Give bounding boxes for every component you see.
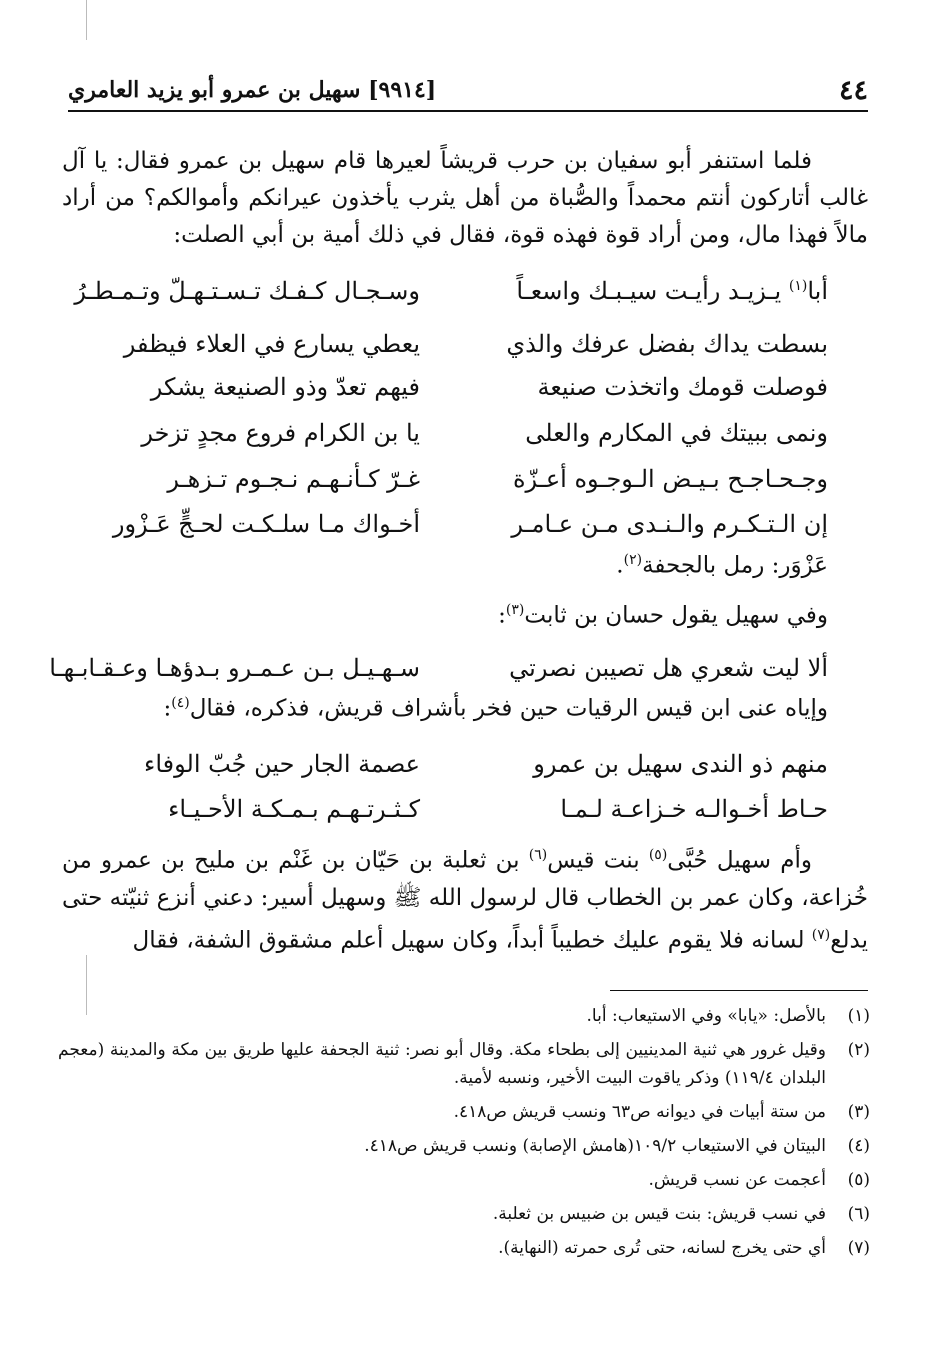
poem-verse [90,410,828,456]
footnote [58,1098,870,1126]
footnote-text: في نسب قريش: بنت قيس بن ضبيس بن ثعلبة. [492,1204,826,1224]
verse-second-hemistich: يعطي يسارع في العلاء فيظفر [123,330,420,358]
poem-verse [90,364,828,410]
footnote-text: بالأصل: «يابا» وفي الاستيعاب: أبا. [586,1006,826,1026]
footnote-text: أعجمت عن نسب قريش. [648,1170,826,1190]
footnote [58,1234,870,1262]
verse-first-hemistich: أبا$^{(١)}$ يـزيـد رأيـت سيـبـك واسعـاً [516,277,828,305]
footnote-ref[interactable]: (١) [788,278,808,294]
verse-second-hemistich: أخـواك مـا سلـكـت لحـجٍّ عَـزْور [112,510,420,538]
page-header [68,70,868,112]
verse-first-hemistich: وجـحـاجـح بـيـض الـوجـوه أعـزّة [512,465,828,493]
verse-first-hemistich: إن الـتـكـرم والـنـدى مـن عـامـر [511,510,828,538]
footnote-ref[interactable]: (٣) [505,602,525,618]
footnote-number: (٥) [847,1170,870,1190]
intro-paragraph: فلما استنفر أبو سفيان بن حرب قريشاً لعيرها قام سهيل بن عمرو فقال: يا آل غالب أتاركون أنتم محمداً والصُّباة من أهل يثرب يأخذون عيرانكم وأموالكم؟ من أراد مالاً فهذا مال، ومن أراد قوة فهذه قوة، فقال في ذلك أمية بن أبي الصلت: [62,148,868,248]
poem-verse [90,786,828,832]
footnote-text: من ستة أبيات في ديوانه ص٦٣ ونسب قريش ص٤١٨. [453,1102,826,1122]
verse-first-hemistich: حـاط أخـوالـه خـزاعـة لـمـا [560,795,828,823]
poem-verse [49,645,828,691]
azwar-gloss: عَزْوَر: رمل بالجحفة$^{(٢)}$. [616,552,828,579]
footnote-number: (٤) [847,1136,870,1156]
ibn-qays-intro: وإياه عنى ابن قيس الرقيات حين فخر بأشراف قريش، فذكره، فقال$^{(٤)}$: [163,695,828,722]
footnote [58,1166,870,1194]
poem-verse [90,321,828,367]
footnote-number: (٦) [847,1204,870,1224]
poem-verse [90,741,828,787]
footnote-text: أي حتى يخرج لسانه، حتى تُرى حمرته (النهاية). [498,1238,826,1258]
page-number: ٤٤ [838,74,868,106]
footnote-ref[interactable]: (٢) [623,552,643,568]
verse-second-hemistich: فيهم تعدّ وذو الصنيعة يشكر [150,373,420,401]
footnote-separator [610,990,868,991]
verse-second-hemistich: عصمة الجار حين جُبّ الوفاء [144,750,420,778]
verse-second-hemistich: غـرّ كـأنـهـم نـجـوم تـزهـر [167,465,420,493]
footnote-number: (٧) [847,1238,870,1258]
footnote-text: وقيل غرور هي ثنية المدينيين إلى بطحاء مكة. وقال أبو نصر: ثنية الجحفة عليها طريق بين مكة والمدينة (معجم البلدان ١١٩/٤) وذكر ياقوت البيت الأخير، ونسبه لأمية. [58,1040,826,1088]
verse-second-hemistich: كـثـرتـهـم بـمـكـة الأحـيـاء [168,795,420,823]
footnote [58,1002,870,1030]
poem-verse [74,268,828,314]
closing-paragraph: وأم سهيل حُبَّى$^{(٥)}$ بنت قيس$^{(٦)}$ بن ثعلبة بن حَيّان بن غَنْم بن مليح بن عمرو من خُزاعة، وكان عمر بن الخطاب قال لرسول الله ﷺ وسهيل أسير: دعني أنزع ثنيّته حتى يدلع$^{(٧)}$ لسانه فلا يقوم عليك خطيباً أبداً، وكان سهيل أعلم مشقوق الشفة، فقال [62,847,868,954]
verse-first-hemistich: ونمى ببيتك في المكارم والعلى [525,419,828,447]
footnote-text: البيتان في الاستيعاب ١٠٩/٢(هامش الإصابة) ونسب قريش ص٤١٨. [364,1136,826,1156]
running-title: [٩٩١٤] سهيل بن عمرو أبو يزيد العامري [68,77,437,103]
footnotes [58,1002,870,1268]
poem-verse [90,501,828,547]
footnote-number: (١) [847,1006,870,1026]
footnote-number: (٣) [847,1102,870,1122]
verse-first-hemistich: ألا ليت شعري هل تصيبن نصرتي [509,654,828,682]
scan-margin-mark [86,0,87,40]
verse-first-hemistich: بسطت يداك بفضل عرفك والذي [506,330,828,358]
footnote-ref[interactable]: (٦) [528,847,548,863]
footnote [58,1132,870,1160]
footnote-ref[interactable]: (٤) [171,695,190,711]
footnote-ref[interactable]: (٧) [811,926,831,943]
verse-second-hemistich: وسـجـال كـفـك تـسـتـهـلّ وتـمـطـرُ [74,277,420,305]
verse-second-hemistich: سـهـيـل بـن عـمـرو بـدؤهـا وعـقـابـهـا [49,654,420,682]
verse-second-hemistich: يا بن الكرام فروع مجدٍ تزخر [141,419,420,447]
hassan-intro: وفي سهيل يقول حسان بن ثابت$^{(٣)}$: [498,602,828,629]
verse-first-hemistich: منهم ذو الندى سهيل بن عمرو [533,750,828,778]
footnote [58,1200,870,1228]
footnote-number: (٢) [847,1040,870,1060]
footnote-ref[interactable]: (٥) [648,847,668,863]
footnote [58,1036,870,1092]
poem-verse [90,456,828,502]
verse-first-hemistich: فوصلت قومك واتخذت صنيعة [537,373,828,401]
